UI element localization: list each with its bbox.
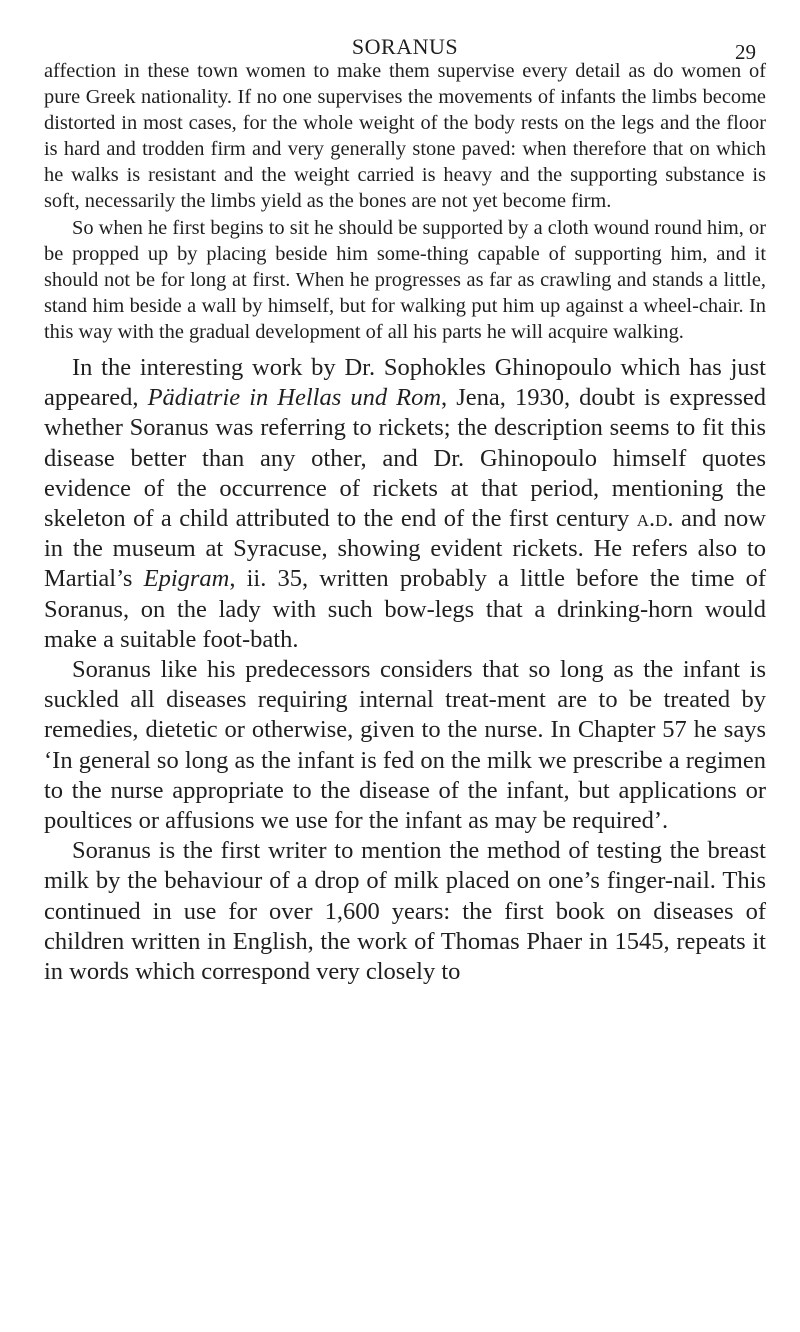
paragraph-infant-limbs: affection in these town women to make them supervise every detail as do women of pure Greek nationality. If no one supervises the movements of infants the limbs become distorted in most cases, for the whole weight of the body rests on the legs and the floor is hard and trodden firm and very generally stone paved: when therefore that on which he walks is resistant and the weight carried is heavy and the supporting substance is soft, necessarily the limbs yield as the bones are not yet become firm. <box>44 60 766 213</box>
text-segment: In the interesting work by Dr. Sophokles Ghinopoulo which has just appeared, <box>44 354 766 412</box>
book-page <box>44 0 766 1332</box>
text-segment: , Jena, 1930, doubt is expressed whether Soranus was referring to rickets; the description seems to fit this disease better than any other, and Dr. Ghinopoulo himself quotes evidence of the occurrence of rickets at that period, mentioning the skeleton of a child attributed to the end of the first century <box>44 384 766 533</box>
page-number: 29 <box>735 40 756 64</box>
paragraph-nurse-regimen: Soranus like his predecessors considers that so long as the infant is suckled all diseases requiring internal treat-ment are to be treated by remedies, dietetic or otherwise, given to the nurse. In Chapter 57 he says ‘In general so long as the infant is fed on the milk we prescribe a regimen to the nurse appropriate to the disease of the infant, but applications or poultices or affusions we use for the infant as may be required’. <box>44 656 766 835</box>
quoted-translation <box>44 58 766 345</box>
paragraph-sitting-and-walking: So when he first begins to sit he should be supported by a cloth wound round him, or be propped up by placing beside him some-thing capable of supporting him, and it should not be for long at first. When he progresses as far as crawling and stands a little, stand him beside a wall by himself, but for walking put him up against a wheel-chair. In this way with the gradual development of all his parts he will acquire walking. <box>44 216 766 343</box>
work-title: Epigram <box>143 565 230 593</box>
paragraph-milk-testing: Soranus is the first writer to mention the method of testing the breast milk by the behaviour of a drop of milk placed on one’s finger-nail. This continued in use for over 1,600 years: the first book on diseases of children written in English, the work of Thomas Phaer in 1545, repeats it in words which correspond very closely to <box>44 837 766 986</box>
era-abbreviation: a.d. <box>636 505 674 533</box>
running-title: SORANUS <box>351 34 459 59</box>
commentary <box>44 353 766 987</box>
paragraph-rickets <box>44 353 766 655</box>
running-head <box>44 0 766 64</box>
text-segment: , ii. 35, written probably a little before the time of Soranus, on the lady with such bow-legs that a drinking-horn would make a suitable foot-bath. <box>44 565 766 653</box>
text-segment: and now in the museum at Syracuse, showing evident rickets. He refers also to Martial’s <box>44 505 766 593</box>
book-title: Pädiatrie in Hellas und Rom <box>147 384 442 412</box>
